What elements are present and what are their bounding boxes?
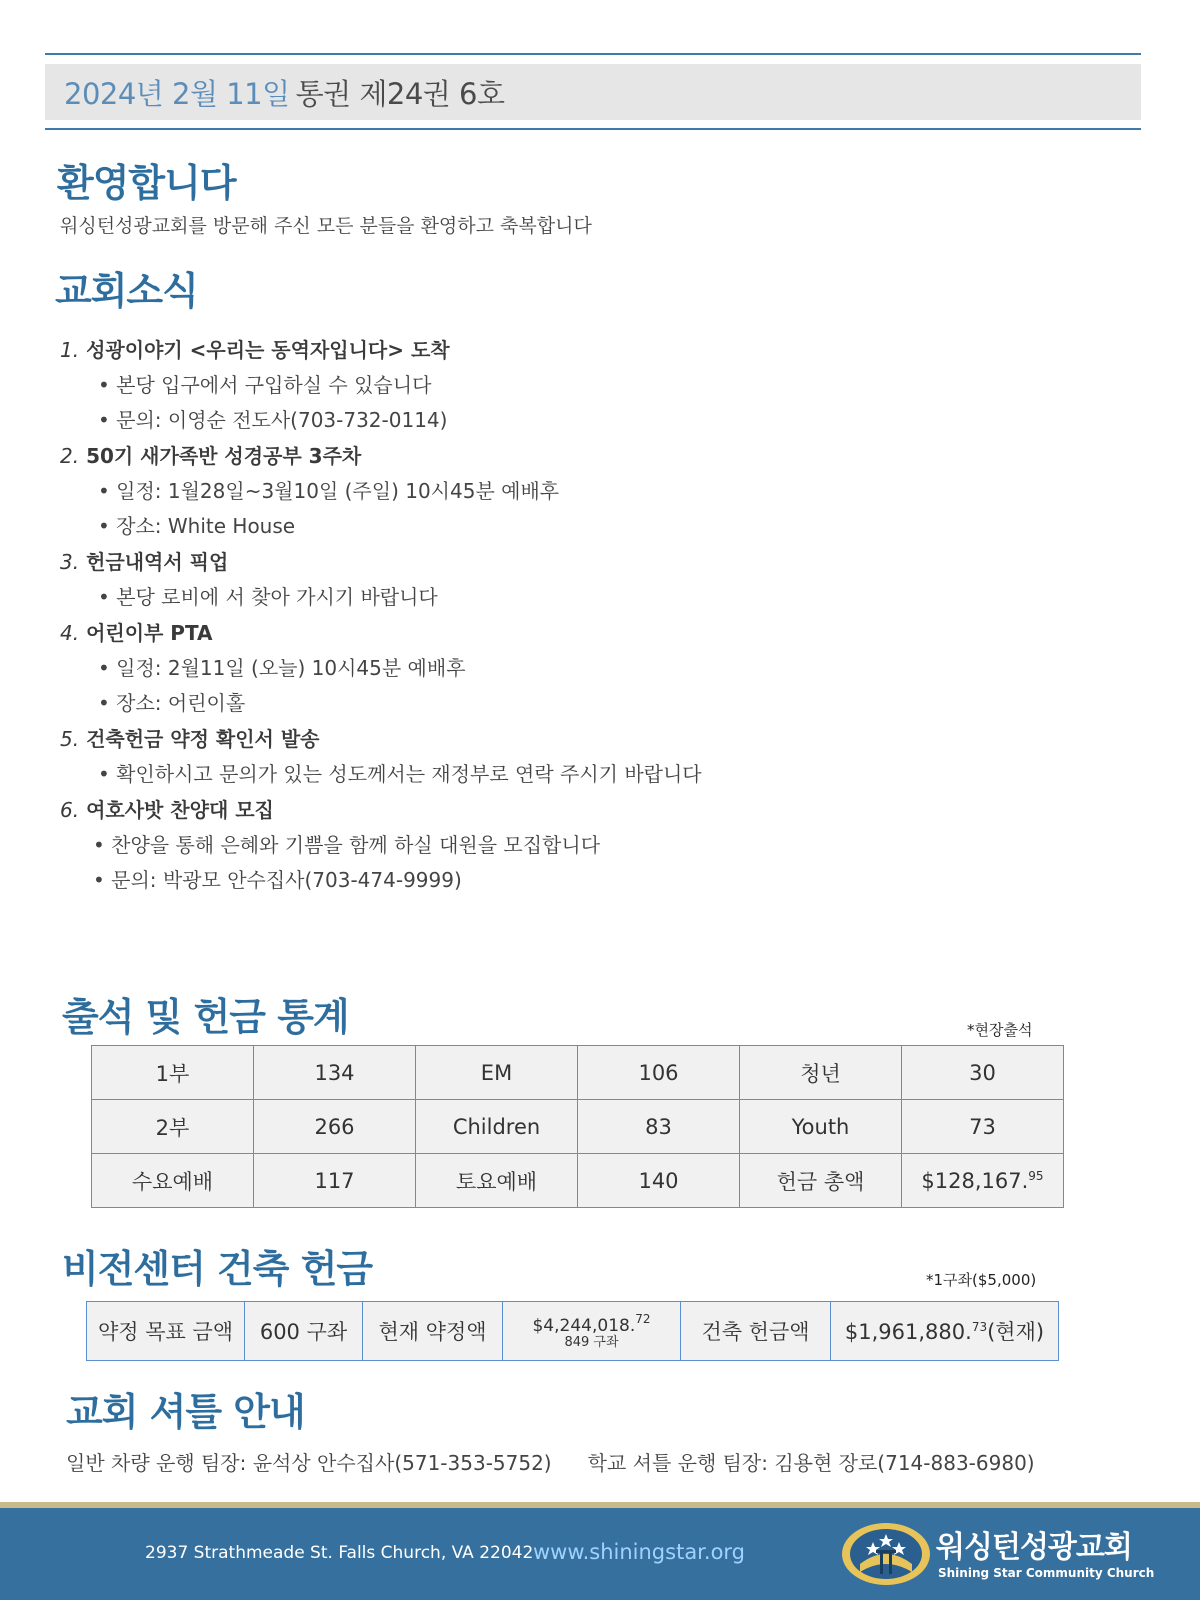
building-title: 비전센터 건축 헌금 [62,1247,373,1291]
offering-total-cents: 95 [1028,1168,1044,1183]
news-item-detail: • 문의: 박광모 안수집사(703-474-9999) [93,868,462,892]
news-item-detail: • 장소: 어린이홀 [98,691,246,715]
pledge-amount-cents: 72 [635,1312,651,1326]
fund-amount-suffix: (현재) [987,1320,1045,1344]
news-item-detail: • 본당 입구에서 구입하실 수 있습니다 [98,373,432,397]
news-item-detail: • 찬양을 통해 은혜와 기쁨을 함께 하실 대원을 모집합니다 [93,833,601,857]
news-item-1 [60,332,1120,438]
table-cell: 청년 [740,1046,902,1100]
table-cell: 현재 약정액 [363,1302,503,1361]
news-item-number: 4. [60,621,80,645]
church-logo-icon [840,1520,932,1586]
shuttle-info [66,1447,1035,1476]
building-table [86,1301,1059,1361]
news-item-detail: • 문의: 이영순 전도사(703-732-0114) [98,408,448,432]
fund-amount [831,1302,1059,1361]
news-item-detail: • 본당 로비에 서 찾아 가시기 바랍니다 [98,585,438,609]
table-cell: 토요예배 [416,1154,578,1208]
offering-total [902,1154,1064,1208]
table-row [92,1100,1064,1154]
fund-amount-cents: 73 [971,1320,988,1334]
news-item-number: 3. [60,550,80,574]
table-cell: 83 [578,1100,740,1154]
table-cell: EM [416,1046,578,1100]
shuttle-general: 일반 차량 운행 팀장: 윤석상 안수집사(571-353-5752) [66,1451,552,1475]
issue-date: 2024년 2월 11일 [64,76,290,111]
website-link[interactable]: www.shiningstar.org [533,1540,746,1564]
table-cell: 30 [902,1046,1064,1100]
news-item-detail: • 확인하시고 문의가 있는 성도께서는 재정부로 연락 주시기 바랍니다 [98,762,702,786]
news-item-detail: • 일정: 1월28일~3월10일 (주일) 10시45분 예배후 [98,479,560,503]
header-bottom-rule [45,128,1141,130]
issue-number: 통권 제24권 6호 [295,76,505,111]
table-cell: 1부 [92,1046,254,1100]
news-item-number: 6. [60,798,80,822]
table-cell: 헌금 총액 [740,1154,902,1208]
pledge-units: 849 구좌 [564,1335,619,1350]
fund-amount-main: $1,961,880. [844,1320,972,1344]
shuttle-school: 학교 셔틀 운행 팀장: 김용현 장로(714-883-6980) [587,1451,1035,1475]
news-item-title: 헌금내역서 픽업 [86,550,229,574]
table-cell: 106 [578,1046,740,1100]
table-cell: 약정 목표 금액 [87,1302,245,1361]
table-cell: 73 [902,1100,1064,1154]
news-item-title: 성광이야기 <우리는 동역자입니다> 도착 [86,338,450,362]
news-item-number: 1. [60,338,80,362]
attendance-table [91,1045,1064,1208]
welcome-text: 워싱턴성광교회를 방문해 주신 모든 분들을 환영하고 축복합니다 [60,215,592,237]
welcome-title: 환영합니다 [57,161,236,205]
table-cell: 134 [254,1046,416,1100]
news-item-3 [60,544,1120,615]
attendance-title: 출석 및 헌금 통계 [62,995,349,1039]
news-item-number: 2. [60,444,80,468]
table-cell: 266 [254,1100,416,1154]
pledge-amount [503,1302,681,1361]
news-item-title: 건축헌금 약정 확인서 발송 [86,727,320,751]
table-cell: 수요예배 [92,1154,254,1208]
footer [0,1508,1200,1600]
building-note: *1구좌($5,000) [926,1271,1037,1289]
news-item-title: 여호사밧 찬양대 모집 [86,798,274,822]
church-address: 2937 Strathmeade St. Falls Church, VA 22042 [145,1543,534,1563]
news-item-number: 5. [60,727,80,751]
table-cell: Children [416,1100,578,1154]
news-item-detail: • 일정: 2월11일 (오늘) 10시45분 예배후 [98,656,466,680]
table-row [87,1302,1059,1361]
church-name-korean: 워싱턴성광교회 [936,1530,1132,1565]
news-item-6 [60,792,1120,898]
table-cell: 117 [254,1154,416,1208]
church-name-english: Shining Star Community Church [938,1566,1155,1580]
table-cell: Youth [740,1100,902,1154]
news-item-4 [60,615,1120,721]
top-rule [45,53,1141,55]
attendance-note: *현장출석 [967,1021,1033,1039]
news-item-2 [60,438,1120,544]
table-row [92,1046,1064,1100]
table-cell: 2부 [92,1100,254,1154]
table-row [92,1154,1064,1208]
offering-total-main: $128,167. [921,1168,1029,1193]
shuttle-title: 교회 셔틀 안내 [66,1390,305,1434]
table-cell: 건축 헌금액 [681,1302,831,1361]
pledge-amount-main: $4,244,018. [532,1316,636,1336]
news-item-title: 어린이부 PTA [86,621,213,645]
table-cell: 140 [578,1154,740,1208]
issue-header [45,64,1141,120]
table-cell: 600 구좌 [245,1302,363,1361]
news-list [60,332,1120,898]
news-item-detail: • 장소: White House [98,514,296,538]
news-item-5 [60,721,1120,792]
news-title: 교회소식 [55,269,198,313]
news-item-title: 50기 새가족반 성경공부 3주차 [86,444,362,468]
